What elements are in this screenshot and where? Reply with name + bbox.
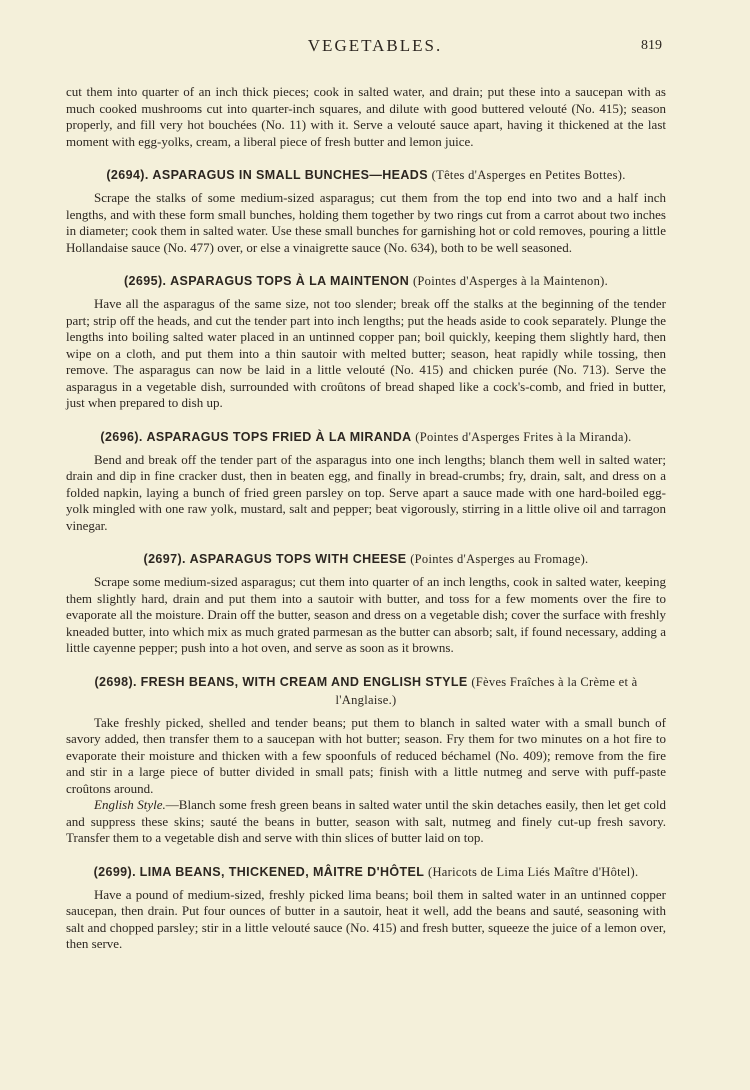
page-number: 819 — [641, 38, 662, 53]
intro-paragraph: cut them into quarter of an inch thick pieces; cook in salted water, and drain; put these into a saucepan with as much cooked mushrooms cut into quarter-inch squares, and dilute with good buttered velouté (No. 415); season properly, and fill very hot bouchées (No. 11) with it. Serve a velouté sauce apart, having it thickened at the last moment with egg-yolks, cream, a liberal piece of fresh butter and lemon juice. — [66, 84, 666, 149]
recipe-heading — [66, 272, 666, 290]
recipe-paragraph: Scrape some medium-sized asparagus; cut them into quarter of an inch lengths, cook in salted water, keeping them slightly hard, drain and put them into a sautoir with butter, and toss for a few moments over the fire to evaporate all the moisture. Drain off the butter, season and dress on a vegetable dish; cover the surface with freshly kneaded butter, into which mix as much grated parmesan as the butter can absorb; salt, if found necessary, adding a little cayenne pepper; push into a hot oven, and serve as soon as it browns. — [66, 574, 666, 655]
recipe-heading — [66, 428, 666, 446]
recipe-2697 — [66, 550, 666, 657]
recipe-number: (2699). — [93, 864, 136, 879]
variant-label: English Style. — [94, 797, 166, 812]
recipe-number: (2694). — [106, 168, 149, 182]
variant-text: —Blanch some fresh green beans in salted water until the skin detaches easily, then let get cold and suppress these skins; sauté the beans in butter, season with salt, nutmeg and finely cut-up fresh savory. Transfer them to a vegetable dish and serve with thin slices of butter laid on top. — [66, 797, 666, 845]
recipe-heading — [66, 550, 666, 568]
recipe-paragraph: Scrape the stalks of some medium-sized asparagus; cut them from the top end into two and a half inch lengths, and with these form small bunches, holding them together by two rings cut from a carrot about two inches in diameter; cook them in salted water. Use these small bunches for garnishing hot or cold removes, pouring a little Hollandaise sauce (No. 477) over, or else a vinaigrette sauce (No. 634), both to be well seasoned. — [66, 190, 666, 255]
recipe-2698 — [66, 673, 666, 847]
recipe-title: LIMA BEANS, THICKENED, MÂITRE D'HÔTEL — [139, 864, 425, 879]
recipe-number: (2697). — [143, 552, 186, 566]
recipe-french-title: (Pointes d'Asperges à la Maintenon). — [412, 274, 609, 288]
recipe-2695 — [66, 272, 666, 412]
page-header — [0, 36, 750, 60]
recipe-french-title: (Pointes d'Asperges au Fromage). — [410, 552, 589, 566]
recipe-2694 — [66, 166, 666, 256]
recipe-title: ASPARAGUS TOPS À LA MAINTENON — [170, 274, 410, 288]
recipe-paragraph: Have a pound of medium-sized, freshly picked lima beans; boil them in salted water in an untinned copper saucepan, then drain. Put four ounces of butter in a sautoir, heat it well, add the beans and sauté, seasoning with salt and chopped parsley; stir in a little velouté sauce (No. 415) and fresh butter, squeeze the juice of a lemon over, then serve. — [66, 886, 666, 951]
recipe-2696 — [66, 428, 666, 535]
recipe-french-title: (Haricots de Lima Liés Maître d'Hôtel). — [428, 864, 639, 879]
recipe-french-title: (Fèves Fraîches à la Crème et à l'Anglaise.) — [335, 674, 638, 707]
recipe-number: (2698). — [94, 674, 137, 689]
recipe-heading — [66, 673, 666, 709]
running-title: VEGETABLES. — [307, 36, 443, 55]
recipe-paragraph: Have all the asparagus of the same size, not too slender; break off the stalks at the beginning of the tender part; strip off the heads, and cut the tender part into inch lengths; put the heads aside to cook separately. Plunge the lengths into boiling salted water placed in an untinned copper pan; boil quickly, keeping them slightly hard, then wipe on a cloth, and put them into a thin sautoir with melted butter; season, heat rapidly while tossing, then remove. The asparagus can now be laid in a little velouté (No. 415) and chicken purée (No. 713). Serve the asparagus in a vegetable dish, surrounded with croûtons of bread shaped like a cock's-comb, and fried in butter, just when prepared to dish up. — [66, 296, 666, 410]
recipe-title: ASPARAGUS TOPS FRIED À LA MIRANDA — [146, 429, 412, 444]
recipe-title: ASPARAGUS TOPS WITH CHEESE — [189, 552, 407, 566]
recipe-2699 — [66, 863, 666, 953]
page-body — [66, 84, 666, 953]
recipe-paragraph: Take freshly picked, shelled and tender beans; put them to blanch in salted water with a small bunch of savory added, then transfer them to a saucepan with hot butter; season. Fry them for two minutes on a hot fire to evaporate their moisture and thicken with a few spoonfuls of reduced béchamel (No. 409); remove from the fire and stir in a large piece of butter divided in small pats; finish with a little nutmeg and serve with puff-paste croûtons around. — [66, 714, 666, 796]
recipe-title: ASPARAGUS IN SMALL BUNCHES—HEADS — [152, 168, 428, 182]
recipe-title: FRESH BEANS, WITH CREAM AND ENGLISH STYLE — [140, 674, 468, 689]
recipe-variant-paragraph — [66, 797, 666, 847]
recipe-heading — [66, 863, 666, 881]
recipe-number: (2695). — [123, 274, 167, 288]
recipe-french-title: (Pointes d'Asperges Frites à la Miranda). — [415, 429, 632, 444]
recipe-french-title: (Têtes d'Asperges en Petites Bottes). — [431, 168, 626, 182]
recipe-number: (2696). — [100, 429, 143, 444]
recipe-heading — [66, 166, 666, 184]
recipe-paragraph: Bend and break off the tender part of the asparagus into one inch lengths; blanch them well in salted water; drain and dip in fine cracker dust, then in beaten egg, and finally in bread-crumbs; fry, drain, salt, and dress on a folded napkin, laying a bunch of fried green parsley on top. Serve apart a sauce made with one hard-boiled egg-yolk mingled with one raw yolk, mustard, salt and pepper; beat vigorously, stirring in a little olive oil and tarragon vinegar. — [66, 451, 666, 533]
